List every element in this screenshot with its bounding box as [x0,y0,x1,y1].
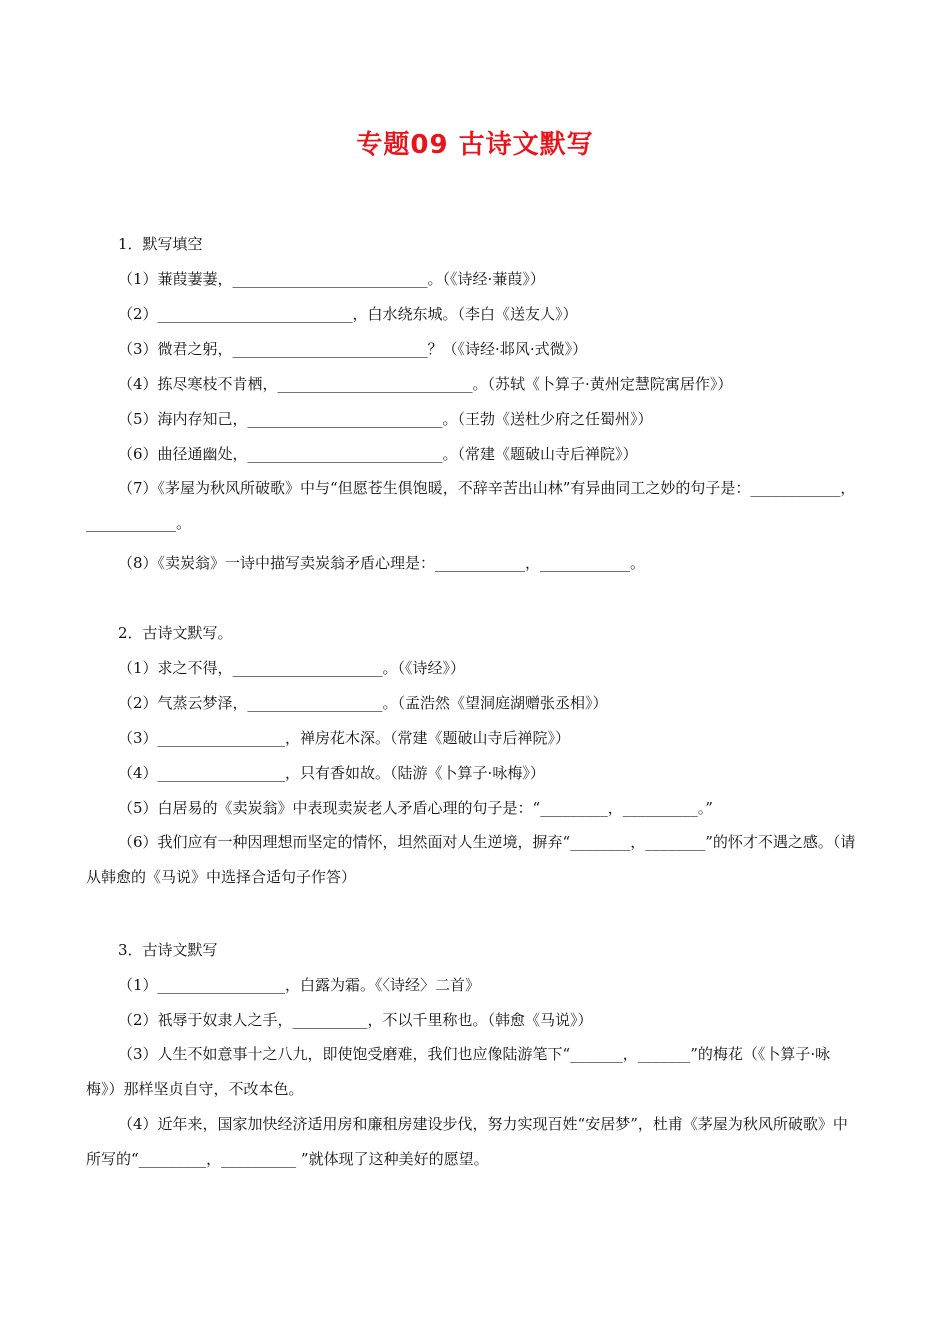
question-1-heading: 1．默写填空 [118,235,203,253]
question-3-item-1: （1）_________________，白露为霜。《〈诗经〉二首》 [118,976,481,994]
question-1-item-8: （8）《卖炭翁》一诗中描写卖炭翁矛盾心理是：____________，____________。 [118,554,646,572]
question-2-heading: 2．古诗文默写。 [118,624,233,642]
page-title: 专题09 古诗文默写 [356,130,594,160]
question-1-item-7: （7）《茅屋为秋风所破歌》中与“但愿苍生俱饱暖，不辞辛苦出山林”有异曲同工之妙的句子是：____________，____________。 [86,479,856,532]
question-3-item-3: （3）人生不如意事十之八九，即使饱受磨难，我们也应像陆游笔下“_______，_______”的梅花（《卜算子·咏梅》）那样坚贞自守，不改本色。 [86,1045,831,1098]
question-2-item-1: （1）求之不得，____________________。（《诗经》） [118,659,466,677]
question-2-item-3: （3）_________________，禅房花木深。（常建《题破山寺后禅院》） [118,729,571,747]
question-1-item-1: （1）蒹葭萋萋，__________________________。（《诗经·蒹葭》） [118,270,545,288]
question-2-item-2: （2）气蒸云梦泽，__________________。（孟浩然《望洞庭湖赠张丞相》） [118,694,608,712]
question-1-item-3: （3）微君之躬，__________________________？（《诗经·邶风·式微》） [118,340,588,358]
question-1-item-2: （2）__________________________，白水绕东城。（李白《送友人》） [118,305,578,323]
question-3-item-2: （2）祇辱于奴隶人之手，__________，不以千里称也。（韩愈《马说》） [118,1011,593,1029]
question-1-item-4: （4）拣尽寒枝不肯栖，__________________________。（苏轼《卜算子·黄州定慧院寓居作》） [118,375,733,393]
question-3-item-4: （4）近年来，国家加快经济适用房和廉租房建设步伐，努力实现百姓“安居梦”，杜甫《茅屋为秋风所破歌》中所写的“_________，__________ ”就体现了这种美好的愿望。 [86,1115,848,1168]
question-2-item-5: （5）白居易的《卖炭翁》中表现卖炭老人矛盾心理的句子是：“_________，__________。” [118,799,713,817]
question-1-item-6: （6）曲径通幽处，__________________________。（常建《题破山寺后禅院》） [118,445,638,463]
question-2-item-4: （4）_________________，只有香如故。（陆游《卜算子·咏梅》） [118,764,545,782]
question-1-item-5: （5）海内存知己，__________________________。（王勃《送杜少府之任蜀州》） [118,410,653,428]
question-3-heading: 3．古诗文默写 [118,941,218,959]
question-2-item-6: （6）我们应有一种因理想而坚定的情怀，坦然面对人生逆境，摒弃“________，________”的怀才不遇之感。（请从韩愈的《马说》中选择合适句子作答） [86,833,856,886]
